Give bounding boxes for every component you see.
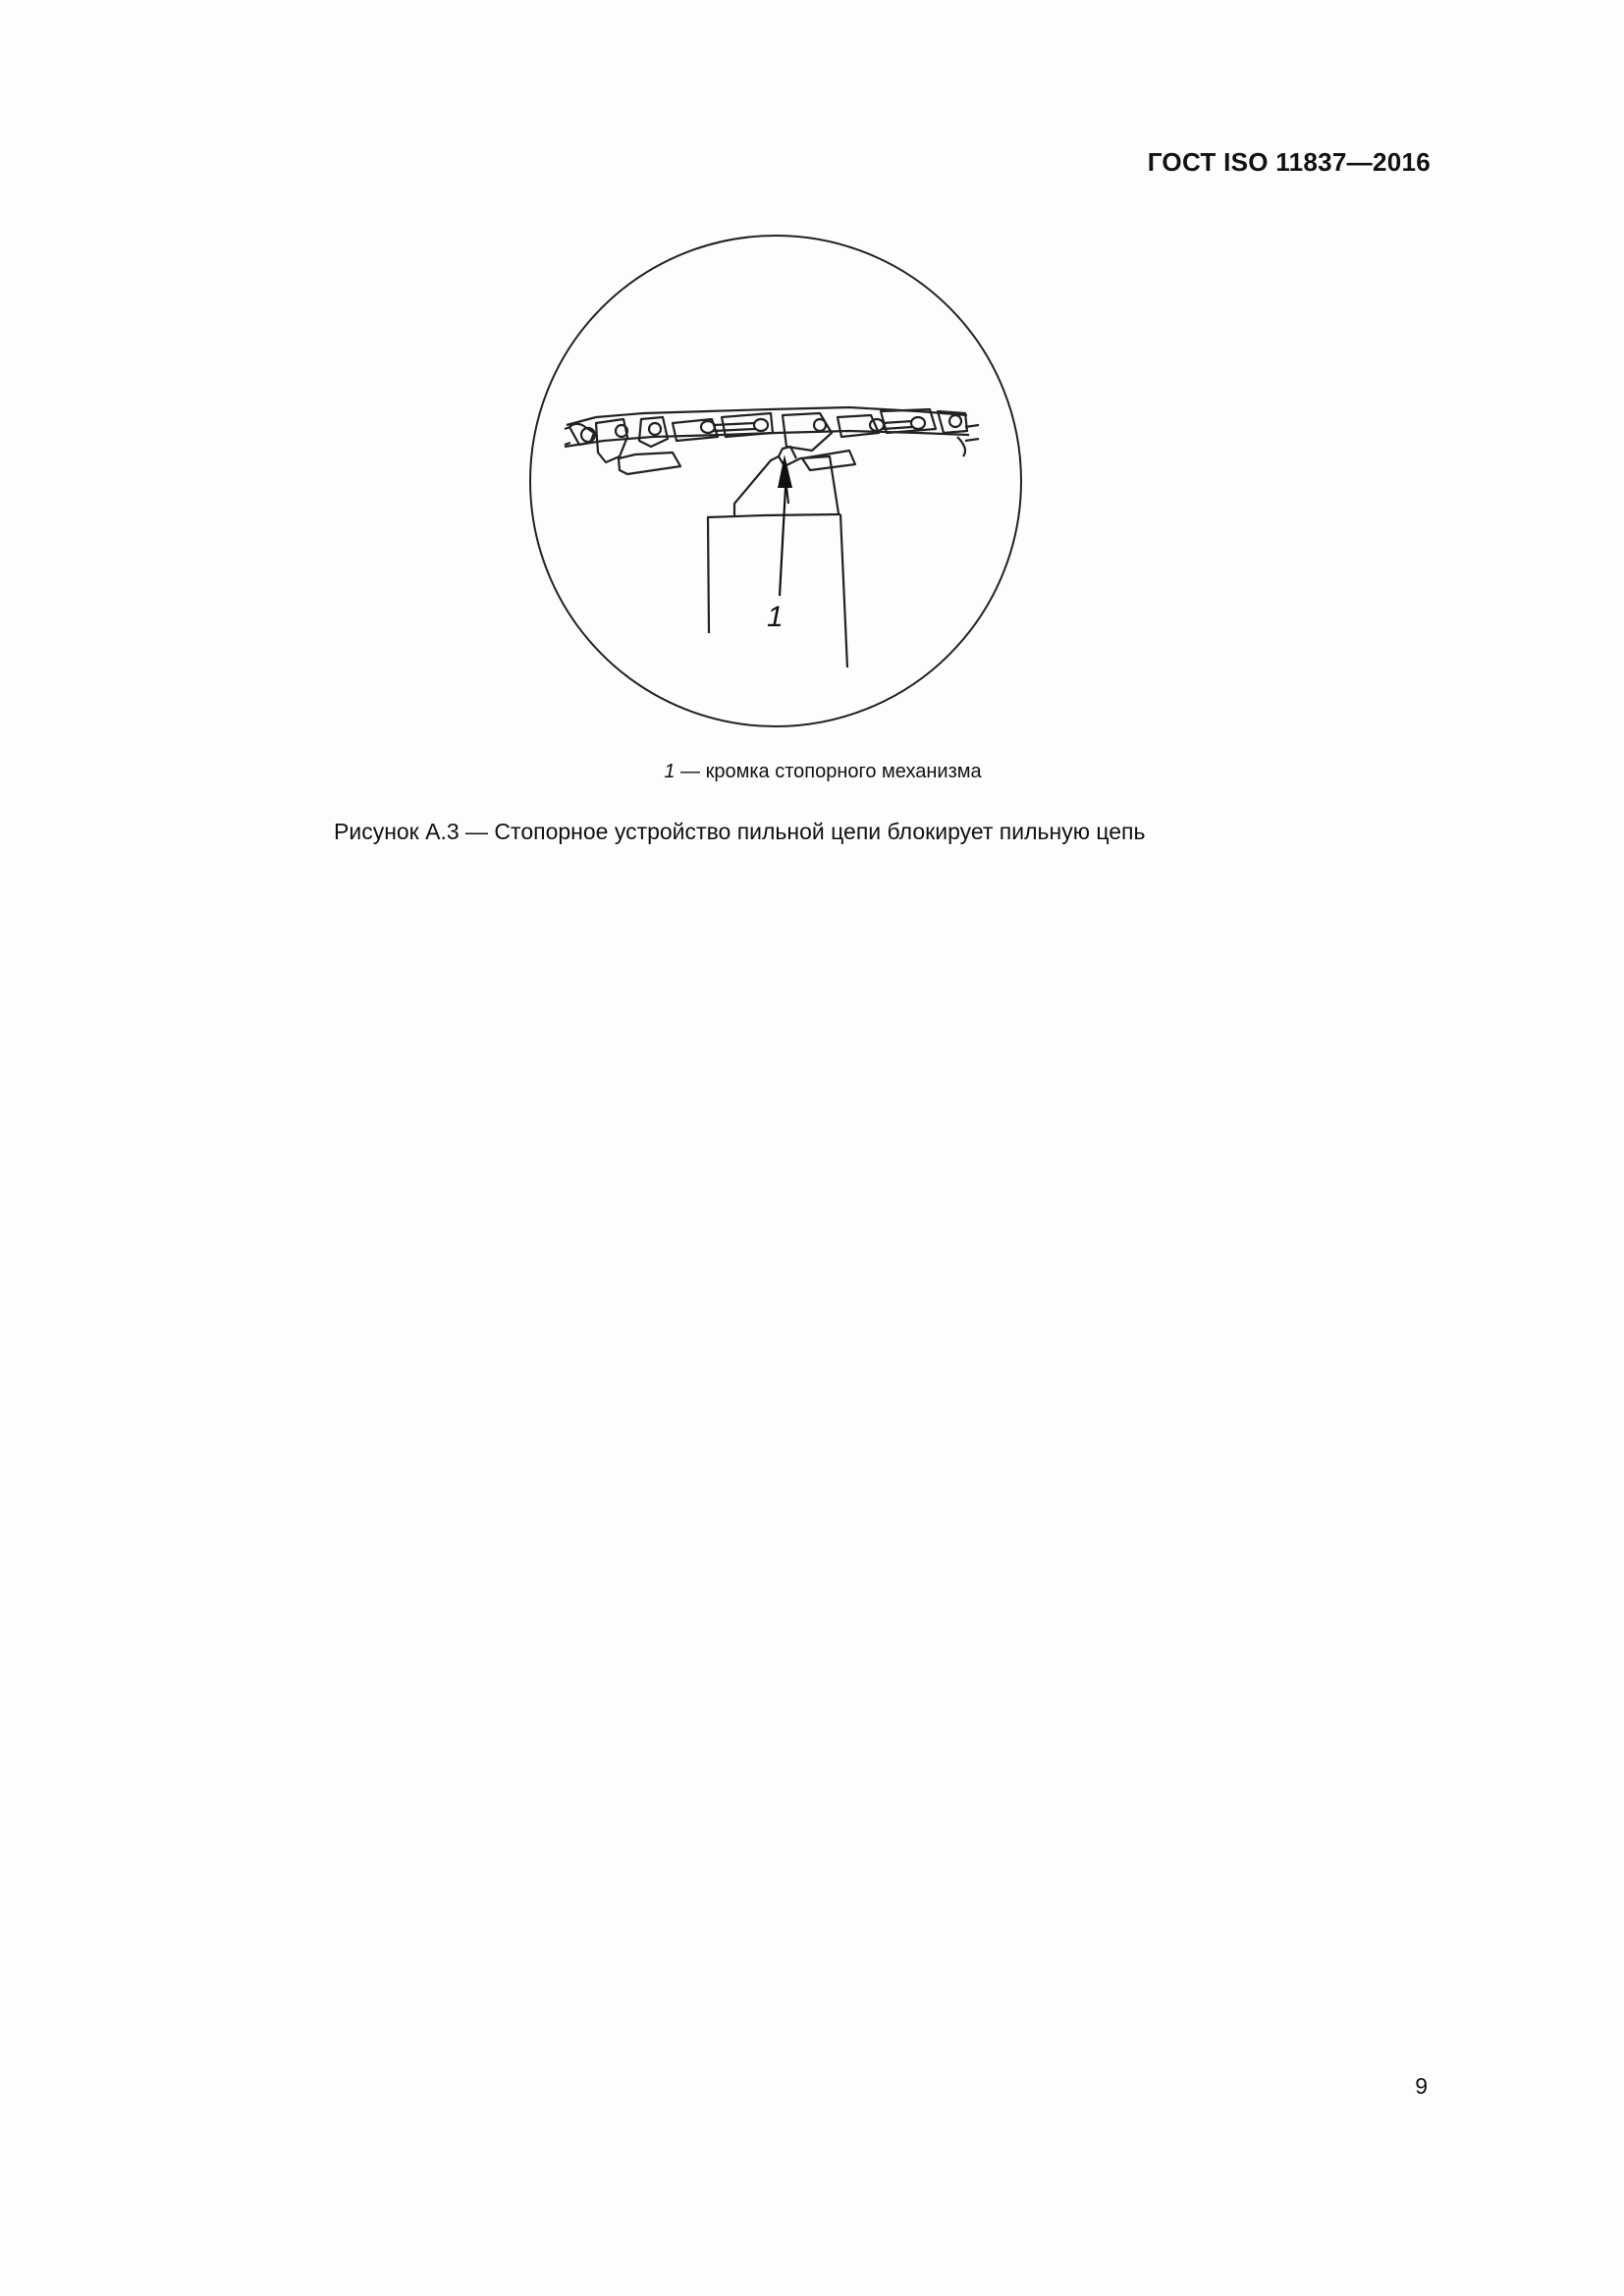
figure-a3-illustration — [525, 231, 1026, 731]
callout-number: 1 — [767, 601, 784, 633]
figure-caption: Рисунок А.3 — Стопорное устройство пильной цепи блокирует пильную цепь — [334, 819, 1146, 844]
figure-legend — [0, 761, 1624, 783]
page-number: 9 — [1415, 2073, 1428, 2099]
legend-separator: — — [675, 761, 706, 782]
callout-arrow — [778, 454, 792, 596]
legend-text: кромка стопорного механизма — [705, 761, 982, 782]
detail-circle — [530, 236, 1021, 726]
standard-code-header: ГОСТ ISO 11837—2016 — [1147, 147, 1431, 177]
chain-catcher-drawing — [525, 231, 1026, 731]
chain-catcher-post — [707, 447, 847, 667]
saw-chain — [565, 407, 979, 474]
legend-key: 1 — [664, 761, 676, 782]
